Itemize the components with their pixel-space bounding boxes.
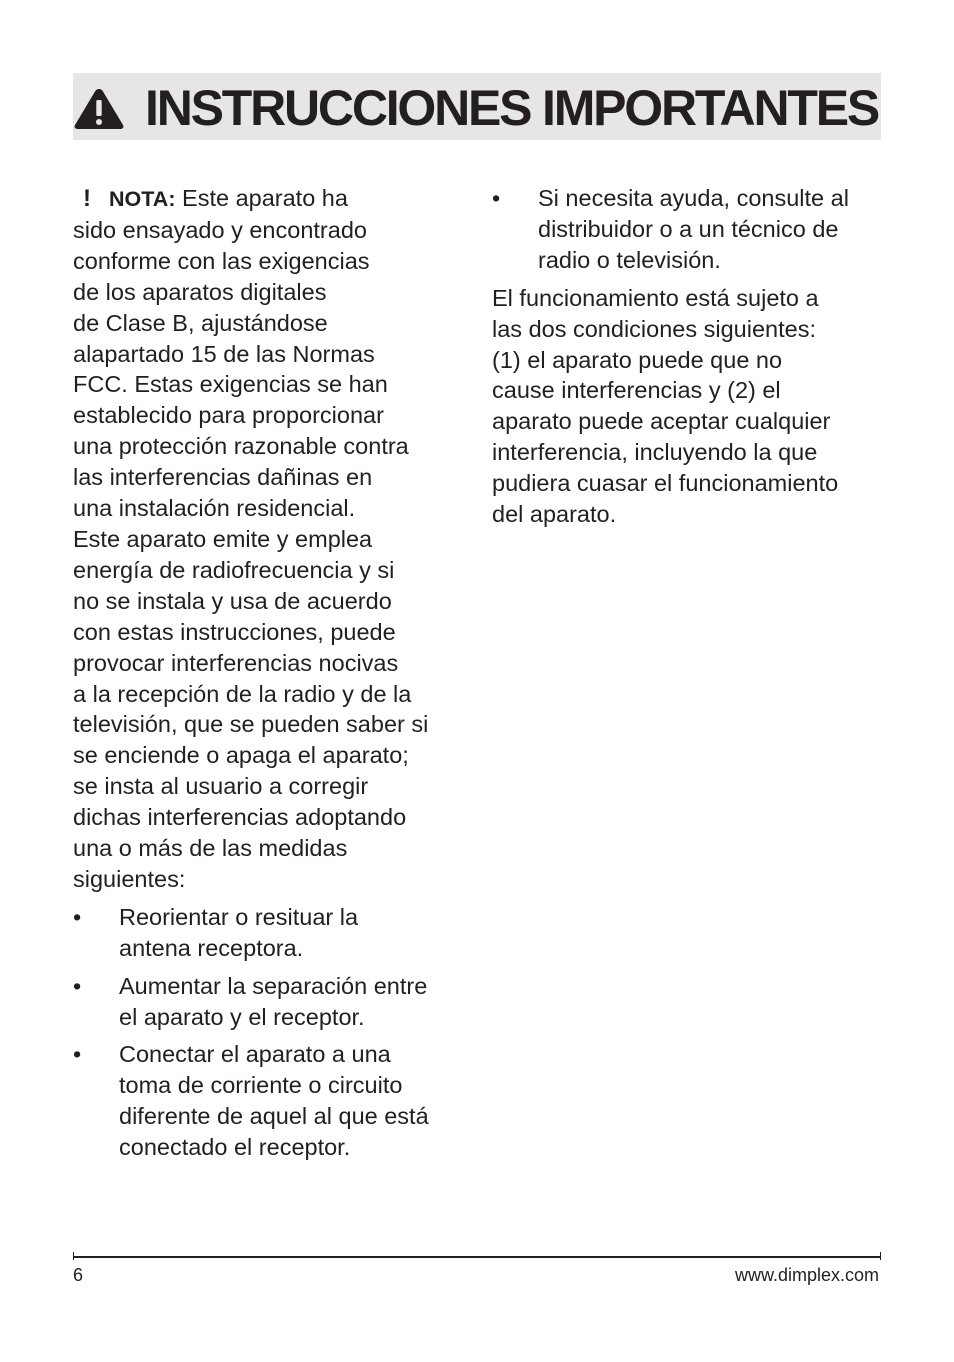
note-text-line: de Clase B, ajustándose [73, 309, 328, 336]
list-item [73, 902, 468, 964]
note-text: Este aparato ha [175, 185, 348, 211]
note-text-line: se enciende o apaga el aparato; [73, 742, 409, 769]
list-item-text: Conectar el aparato a una [119, 1041, 391, 1068]
note-label: NOTA: [109, 187, 176, 211]
paragraph-line: interferencia, incluyendo la que [492, 439, 818, 466]
note-text-line: a la recepción de la radio y de la [73, 680, 412, 707]
bullet-icon: • [73, 903, 82, 930]
page-header [73, 73, 881, 140]
footer-divider [73, 1256, 881, 1258]
note-text-line: una protección razonable contra [73, 433, 409, 460]
list-item [73, 1039, 468, 1163]
list-item-text: Reorientar o resituar la [119, 903, 359, 930]
list-item-text: radio o televisión. [538, 246, 721, 273]
right-column [492, 183, 887, 530]
list-item [492, 183, 887, 276]
warning-triangle-icon [73, 87, 125, 131]
bullet-icon: • [73, 1041, 82, 1068]
paragraph-line: del aparato. [492, 501, 617, 528]
list-item-text: distribuidor o a un técnico de [538, 215, 839, 242]
paragraph-line: aparato puede aceptar cualquier [492, 408, 831, 435]
note-first-line [73, 183, 468, 215]
note-text-line: televisión, que se pueden saber si [73, 711, 429, 738]
list-item-text: Si necesita ayuda, consulte al [538, 185, 849, 211]
note-text-line: sido ensayado y encontrado [73, 216, 367, 243]
list-item-text: diferente de aquel al que está [119, 1103, 429, 1130]
note-text-line: conforme con las exigencias [73, 247, 370, 274]
note-text-line: siguientes: [73, 865, 186, 892]
note-text-line: FCC. Estas exigencias se han [73, 371, 388, 398]
note-exclamation-icon: ! [83, 185, 91, 212]
list-item-text: antena receptora. [119, 934, 304, 961]
paragraph-line: las dos condiciones siguientes: [492, 315, 816, 342]
bullet-icon: • [492, 185, 501, 211]
list-item-text: el aparato y el receptor. [119, 1003, 365, 1030]
footer-divider-tick [73, 1252, 74, 1260]
conditions-paragraph [492, 283, 887, 530]
list-item-text: conectado el receptor. [119, 1134, 351, 1161]
list-item-text: toma de corriente o circuito [119, 1072, 403, 1099]
left-column [73, 183, 468, 1163]
bullet-icon: • [73, 972, 82, 999]
paragraph-line: pudiera cuasar el funcionamiento [492, 470, 839, 497]
note-text-line: energía de radiofrecuencia y si [73, 556, 395, 583]
note-text-line: las interferencias dañinas en [73, 464, 373, 491]
list-item [73, 971, 468, 1033]
note-text-line: con estas instrucciones, puede [73, 618, 396, 645]
page-title: INSTRUCCIONES IMPORTANTES [145, 80, 878, 136]
note-text-line: de los aparatos digitales [73, 278, 327, 305]
note-text-line: no se instala y usa de acuerdo [73, 587, 392, 614]
note-text-line: provocar interferencias nocivas [73, 649, 399, 676]
paragraph-line: El funcionamiento está sujeto a [492, 284, 819, 311]
footer-divider-tick [880, 1252, 881, 1260]
note-text-line: una o más de las medidas [73, 835, 348, 862]
note-text-line: se insta al usuario a corregir [73, 773, 369, 800]
footer-url: www.dimplex.com [734, 1265, 879, 1285]
note-text-line: alapartado 15 de las Normas [73, 340, 375, 367]
paragraph-line: cause interferencias y (2) el [492, 377, 781, 404]
list-item-text: Aumentar la separación entre [119, 972, 428, 999]
note-text-line: establecido para proporcionar [73, 402, 384, 429]
note-text-line: una instalación residencial. [73, 495, 356, 522]
note-text-line: dichas interferencias adoptando [73, 804, 407, 831]
note-text-line: Este aparato emite y emplea [73, 525, 373, 552]
paragraph-line: (1) el aparato puede que no [492, 346, 783, 373]
page-number: 6 [73, 1265, 84, 1285]
